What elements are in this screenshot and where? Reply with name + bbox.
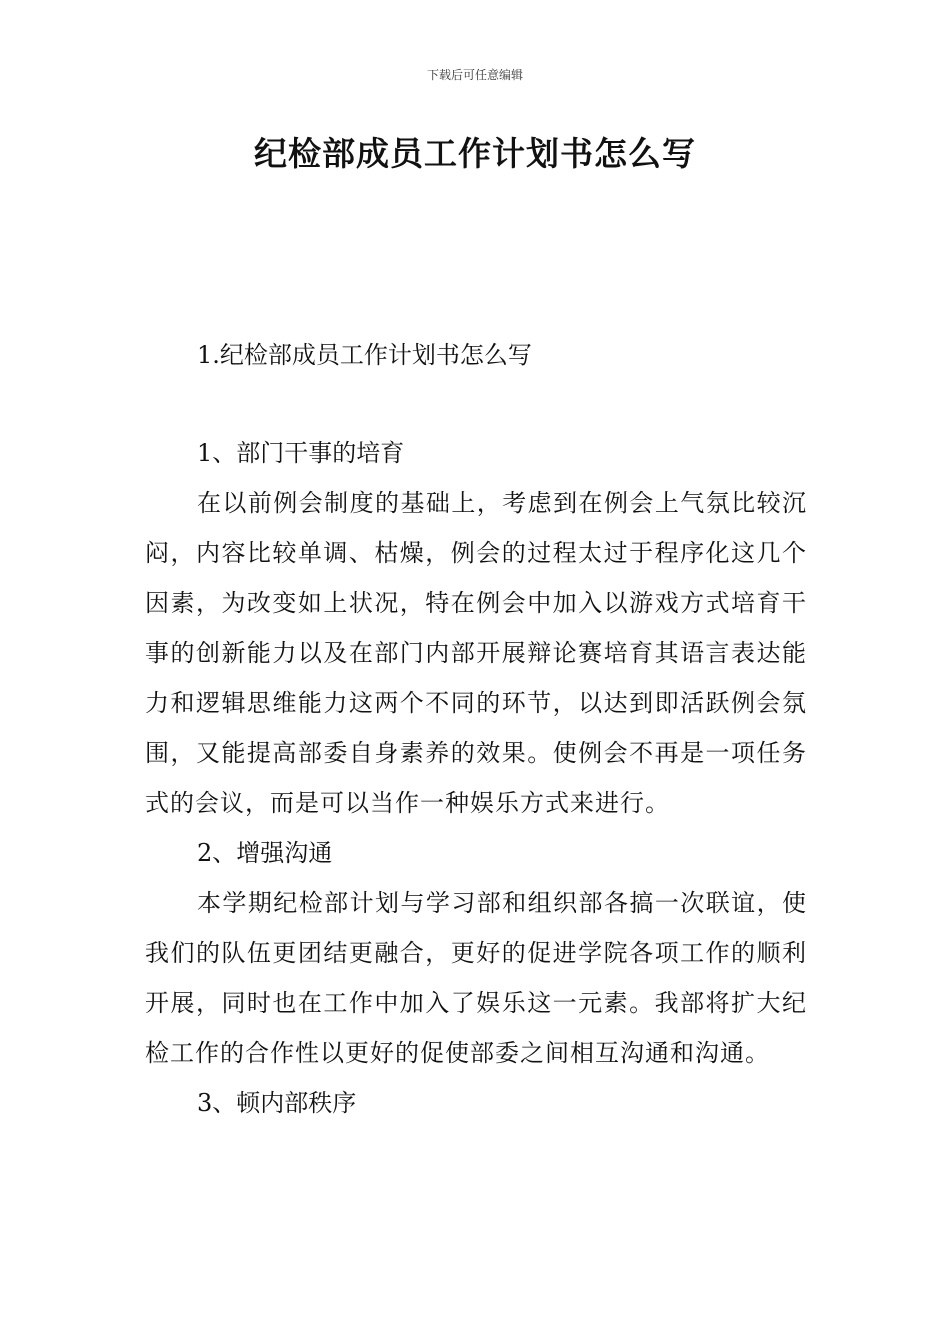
section-heading-1: 1、部门干事的培育 bbox=[197, 439, 405, 467]
section-heading-3: 3、顿内部秩序 bbox=[197, 1089, 357, 1117]
document-subtitle: 1.纪检部成员工作计划书怎么写 bbox=[197, 341, 532, 369]
document-title: 纪检部成员工作计划书怎么写 bbox=[254, 134, 696, 173]
header-note: 下载后可任意编辑 bbox=[426, 68, 523, 82]
section-paragraph-1: 在以前例会制度的基础上，考虑到在例会上气氛比较沉闷，内容比较单调、枯燥，例会的过程太过于程序化这几个因素，为改变如上状况，特在例会中加入以游戏方式培育干事的创新能力以及在部门内部开展辩论赛培育其语言表达能力和逻辑思维能力这两个不同的环节，以达到即活跃例会氛围，又能提高部委自身素养的效果。使例会不再是一项任务式的会议，而是可以当作一种娱乐方式来进行。 bbox=[145, 489, 807, 817]
spacer bbox=[145, 380, 807, 428]
section-paragraph-2: 本学期纪检部计划与学习部和组织部各搞一次联谊，使我们的队伍更团结更融合，更好的促进学院各项工作的顺利开展，同时也在工作中加入了娱乐这一元素。我部将扩大纪检工作的合作性以更好的促使部委之间相互沟通和沟通。 bbox=[145, 889, 807, 1067]
section-heading-2: 2、增强沟通 bbox=[197, 839, 333, 867]
document-body bbox=[145, 330, 807, 1128]
